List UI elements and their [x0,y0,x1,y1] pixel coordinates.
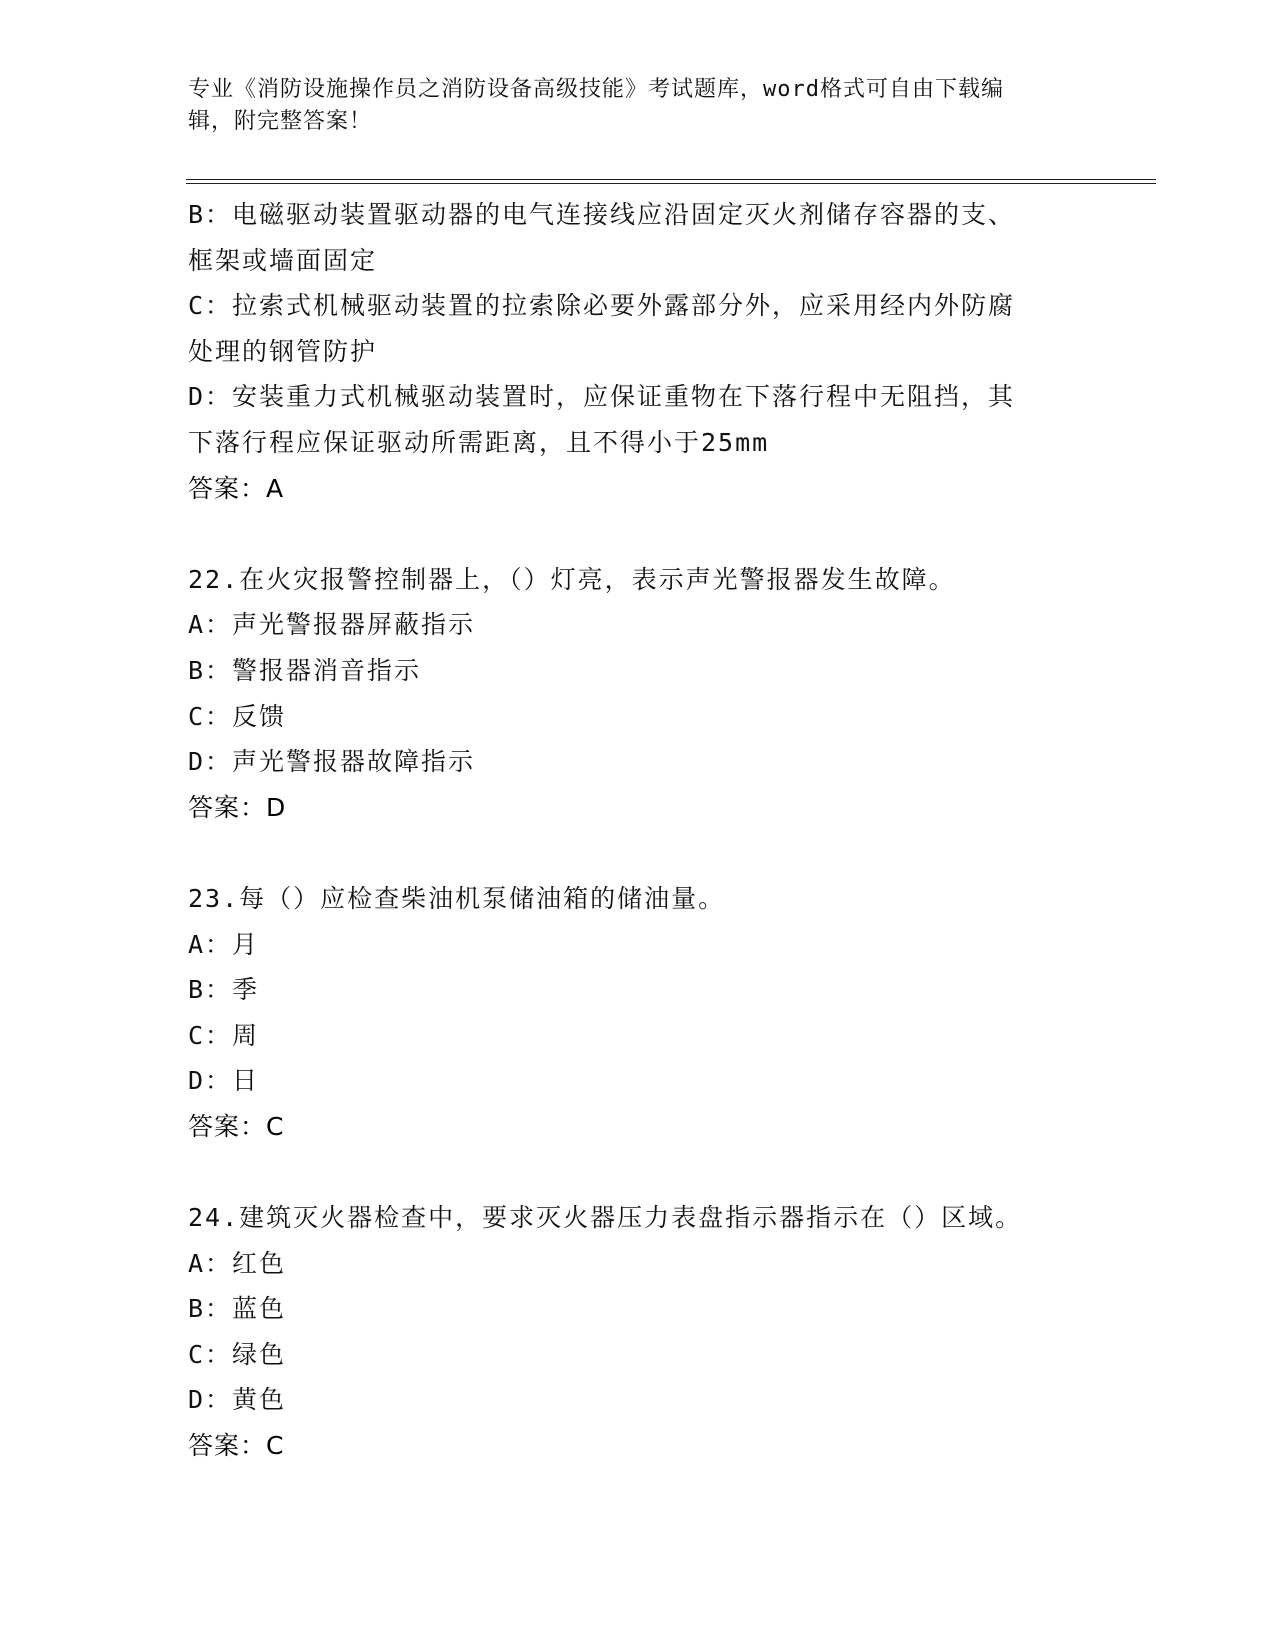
option-a: A：红色 [188,1248,287,1278]
header-line-1: 专业《消防设施操作员之消防设备高级技能》考试题库，word格式可自由下载编 [188,77,1004,102]
option-a: A：月 [188,929,260,959]
option-c-line-1: C：拉索式机械驱动装置的拉索除必要外露部分外，应采用经内外防腐 [188,291,1016,321]
option-d-line-1: D：安装重力式机械驱动装置时，应保证重物在下落行程中无阻挡，其 [188,382,1016,412]
question-21-continuation [188,192,1088,511]
question-23 [188,876,1088,1150]
document-body [188,192,1088,1469]
spacer [188,1149,1088,1195]
option-b: B：蓝色 [188,1294,287,1324]
option-a: A：声光警报器屏蔽指示 [188,610,476,640]
header-divider-bottom [186,183,1156,184]
answer: 答案：C [188,1111,285,1141]
option-b-line-2: 框架或墙面固定 [188,245,378,275]
question-22 [188,557,1088,831]
option-c: C：周 [188,1020,260,1050]
option-d: D：黄色 [188,1385,287,1415]
answer: 答案：C [188,1431,285,1461]
header-line-2: 辑，附完整答案！ [188,109,373,134]
question-stem: 22.在火灾报警控制器上，（）灯亮，表示声光警报器发生故障。 [188,564,956,594]
option-c-line-2: 处理的钢管防护 [188,336,378,366]
option-b: B：警报器消音指示 [188,655,422,685]
question-stem: 23.每（）应检查柴油机泵储油箱的储油量。 [188,883,726,913]
header-divider-top [186,179,1156,180]
option-c: C：绿色 [188,1339,287,1369]
question-24 [188,1195,1088,1469]
answer-21: 答案：A [188,473,285,503]
option-c: C：反馈 [188,701,287,731]
option-b-line-1: B：电磁驱动装置驱动器的电气连接线应沿固定灭火剂储存容器的支、 [188,200,1016,229]
document-header [188,74,1088,138]
spacer [188,511,1088,557]
option-d-line-2: 下落行程应保证驱动所需距离，且不得小于25mm [188,427,770,457]
answer: 答案：D [188,792,287,822]
option-d: D：声光警报器故障指示 [188,747,476,777]
option-d: D：日 [188,1066,260,1096]
question-stem: 24.建筑灭火器检查中，要求灭火器压力表盘指示器指示在（）区域。 [188,1203,1023,1233]
spacer [188,830,1088,876]
option-b: B：季 [188,975,260,1005]
